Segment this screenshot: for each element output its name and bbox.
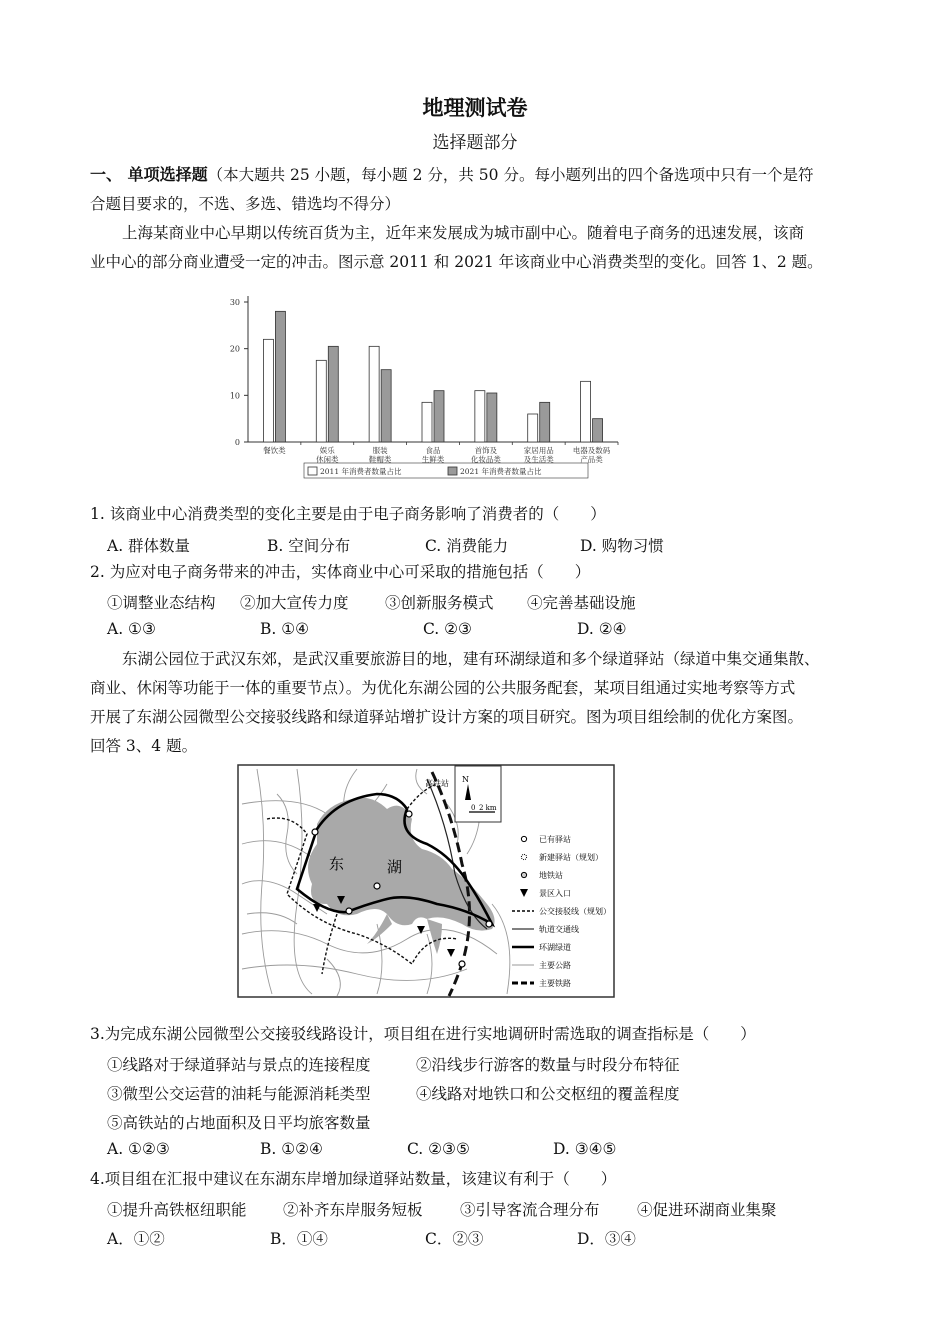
legend-rail-transit: 轨道交通线: [539, 925, 579, 934]
x-tick-label: 服装: [372, 446, 388, 455]
legend-metro-station: 地铁站: [539, 871, 563, 880]
page-title: 地理测试卷: [422, 96, 528, 120]
x-tick-label: 首饰及: [474, 446, 498, 455]
legend-main-railway: 主要铁路: [539, 979, 571, 988]
bar: [593, 419, 603, 442]
x-tick-label: 餐饮类: [263, 446, 286, 455]
q3-item-3: ③微型公交运营的油耗与能源消耗类型: [107, 1085, 371, 1103]
passage-2-line-1: 东湖公园位于武汉东郊，是武汉重要旅游目的地，建有环湖绿道和多个绿道驿站（绿道中集交通集散、: [122, 650, 820, 668]
q4-option-b[interactable]: B．①④: [270, 1230, 328, 1248]
bar: [475, 391, 485, 442]
bar: [369, 346, 379, 442]
q2-option-a[interactable]: A. ①③: [107, 620, 156, 638]
bar: [381, 370, 391, 442]
page-subtitle: 选择题部分: [432, 133, 518, 153]
legend-main-road: 主要公路: [539, 961, 571, 970]
x-tick-label: 产品类: [580, 455, 603, 464]
y-tick-label: 20: [229, 344, 240, 354]
q4-option-d[interactable]: D．③④: [577, 1230, 636, 1248]
scale-label: 2 km: [479, 804, 497, 812]
q4-item-1: ①提升高铁枢纽职能: [107, 1201, 247, 1219]
passage-2-line-3: 开展了东湖公园微型公交接驳线路和绿道驿站增扩设计方案的项目研究。图为项目组绘制的优化方案图。: [90, 708, 804, 726]
q4-item-3: ③引导客流合理分布: [460, 1201, 600, 1219]
legend-label: 2011 年消费者数量占比: [320, 467, 402, 476]
q2-item-3: ③创新服务模式: [385, 594, 494, 612]
legend-existing-station: 已有驿站: [539, 835, 571, 844]
section-heading: 一、 单项选择题: [90, 165, 208, 184]
x-tick-label: 生鲜类: [421, 455, 445, 464]
consumption-bar-chart: [200, 282, 630, 487]
x-tick-label: 娱乐: [319, 446, 335, 455]
q1-option-b[interactable]: B. 空间分布: [267, 537, 351, 555]
bar: [328, 346, 338, 442]
y-tick-label: 30: [229, 298, 240, 307]
q2-option-b[interactable]: B. ①④: [260, 620, 310, 638]
x-tick-label: 电器及数码: [572, 446, 611, 455]
x-tick-label: 鞋帽类: [368, 455, 392, 464]
q1-option-a[interactable]: A. 群体数量: [107, 537, 191, 555]
q3-option-a[interactable]: A. ①②③: [107, 1140, 170, 1158]
hsr-station-label: 高铁站: [425, 779, 449, 788]
bar: [581, 381, 591, 442]
legend-bus-feeder: 公交接驳线（规划）: [539, 907, 611, 916]
q1-option-c[interactable]: C. 消费能力: [425, 537, 509, 555]
passage-1-line-1: 上海某商业中心早期以传统百货为主，近年来发展成为城市副中心。随着电子商务的迅速发展，该商: [122, 224, 805, 242]
legend-greenway: 环湖绿道: [539, 943, 571, 952]
q4-option-a[interactable]: A．①②: [107, 1230, 165, 1248]
north-label: N: [462, 775, 469, 784]
legend-scenic-entrance: 景区入口: [539, 889, 571, 898]
y-tick-label: 0: [234, 438, 240, 447]
legend-swatch: [448, 467, 457, 475]
bar: [487, 393, 497, 442]
question-3-stem: 3.为完成东湖公园微型公交接驳线路设计，项目组在进行实地调研时需选取的调查指标是（ ）: [90, 1025, 756, 1043]
bar: [275, 311, 285, 442]
scale-zero: 0: [471, 804, 476, 812]
q2-item-2: ②加大宣传力度: [240, 594, 349, 612]
q2-item-1: ①调整业态结构: [107, 594, 216, 612]
q3-item-5: ⑤高铁站的占地面积及日平均旅客数量: [107, 1114, 371, 1132]
q4-item-4: ④促进环湖商业集聚: [637, 1201, 777, 1219]
east-lake-map: [237, 764, 615, 998]
y-tick-label: 10: [229, 391, 240, 401]
passage-2-line-4: 回答 3、4 题。: [90, 737, 198, 755]
q3-item-1: ①线路对于绿道驿站与景点的连接程度: [107, 1056, 371, 1074]
legend-swatch: [308, 467, 317, 475]
section-instructions-line-1: [90, 165, 813, 185]
x-tick-label: 化妆品类: [470, 455, 501, 464]
q3-item-2: ②沿线步行游客的数量与时段分布特征: [416, 1056, 680, 1074]
bar: [316, 360, 326, 442]
q4-option-c[interactable]: C．②③: [425, 1230, 484, 1248]
passage-1-line-2: 业中心的部分商业遭受一定的冲击。图示意 2011 和 2021 年该商业中心消费类型的变化。回答 1、2 题。: [90, 253, 823, 271]
question-1-stem: 1. 该商业中心消费类型的变化主要是由于电子商务影响了消费者的（ ）: [90, 505, 606, 523]
lake-label-east: 东: [329, 855, 345, 873]
section-instructions-text: （本大题共 25 小题，每小题 2 分，共 50 分。每小题列出的四个备选项中只有一个是符: [207, 166, 814, 184]
q3-option-c[interactable]: C. ②③⑤: [407, 1140, 470, 1158]
bar: [263, 339, 273, 442]
question-4-stem: 4.项目组在汇报中建议在东湖东岸增加绿道驿站数量，该建议有利于（ ）: [90, 1170, 617, 1188]
bar: [434, 391, 444, 442]
q4-item-2: ②补齐东岸服务短板: [283, 1201, 423, 1219]
bar: [540, 402, 550, 442]
q3-item-4: ④线路对地铁口和公交枢纽的覆盖程度: [416, 1085, 680, 1103]
legend-label: 2021 年消费者数量占比: [460, 467, 542, 476]
legend-new-station: 新建驿站（规划）: [539, 853, 603, 862]
q2-option-c[interactable]: C. ②③: [423, 620, 472, 638]
x-tick-label: 家居用品: [523, 446, 554, 455]
q2-option-d[interactable]: D. ②④: [577, 620, 627, 638]
bar: [422, 402, 432, 442]
question-2-stem: 2. 为应对电子商务带来的冲击，实体商业中心可采取的措施包括（ ）: [90, 563, 591, 581]
q2-item-4: ④完善基础设施: [527, 594, 636, 612]
section-instructions-line-2: 合题目要求的，不选、多选、错选均不得分）: [90, 195, 401, 213]
passage-2-line-2: 商业、休闲等功能于一体的重要节点）。为优化东湖公园的公共服务配套，某项目组通过实地考察等方式: [90, 679, 796, 697]
q3-option-b[interactable]: B. ①②④: [260, 1140, 323, 1158]
x-tick-label: 食品: [425, 446, 441, 455]
lake-label-lake: 湖: [387, 858, 403, 876]
bar: [528, 414, 538, 442]
q1-option-d[interactable]: D. 购物习惯: [580, 537, 664, 555]
x-tick-label: 及生活类: [523, 455, 554, 464]
q3-option-d[interactable]: D. ③④⑤: [553, 1140, 617, 1158]
x-tick-label: 休闲类: [316, 455, 339, 464]
